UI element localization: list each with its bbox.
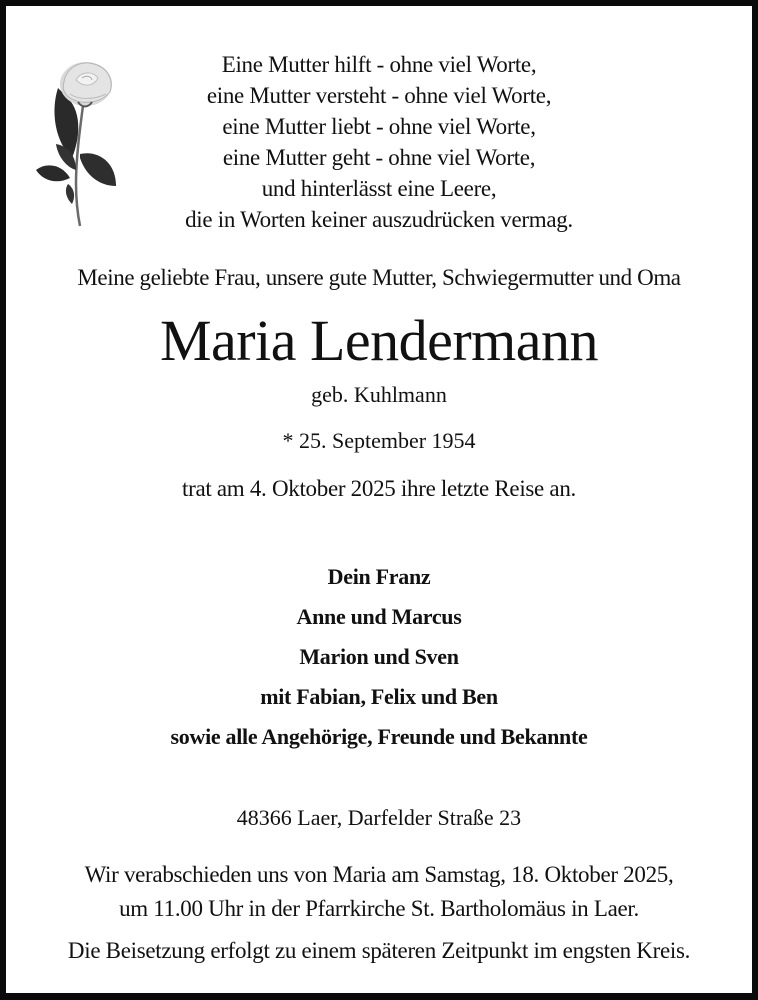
address: 48366 Laer, Darfelder Straße 23 — [236, 805, 522, 830]
poem-line: Eine Mutter hilft - ohne viel Worte, — [221, 52, 537, 77]
death-date: trat am 4. Oktober 2025 ihre letzte Reise an. — [182, 476, 576, 501]
service-info — [6, 858, 752, 926]
mourners-list — [6, 557, 752, 757]
poem-line: eine Mutter liebt - ohne viel Worte, — [222, 114, 536, 139]
birth-date: * 25. September 1954 — [282, 428, 476, 453]
poem-line: eine Mutter geht - ohne viel Worte, — [222, 145, 536, 170]
poem-line: und hinterlässt eine Leere, — [261, 176, 497, 201]
poem-line: eine Mutter versteht - ohne viel Worte, — [206, 83, 552, 108]
intro-text: Meine geliebte Frau, unsere gute Mutter, Schwiegermutter und Oma — [77, 265, 681, 290]
maiden-name: geb. Kuhlmann — [311, 382, 447, 407]
mourner: Dein Franz — [327, 564, 431, 589]
deceased-name: Maria Lendermann — [159, 308, 599, 373]
service-line: um 11.00 Uhr in der Pfarrkirche St. Bartholomäus in Laer. — [119, 896, 639, 921]
mourner: sowie alle Angehörige, Freunde und Bekannte — [170, 724, 588, 749]
mourner: Marion und Sven — [299, 644, 459, 669]
mourner: mit Fabian, Felix und Ben — [260, 684, 498, 709]
poem — [6, 49, 752, 235]
poem-line: die in Worten keiner auszudrücken vermag. — [185, 207, 573, 232]
service-line: Wir verabschieden uns von Maria am Samstag, 18. Oktober 2025, — [84, 862, 674, 887]
burial-info: Die Beisetzung erfolgt zu einem späteren Zeitpunkt im engsten Kreis. — [67, 938, 691, 963]
mourner: Anne und Marcus — [296, 604, 462, 629]
